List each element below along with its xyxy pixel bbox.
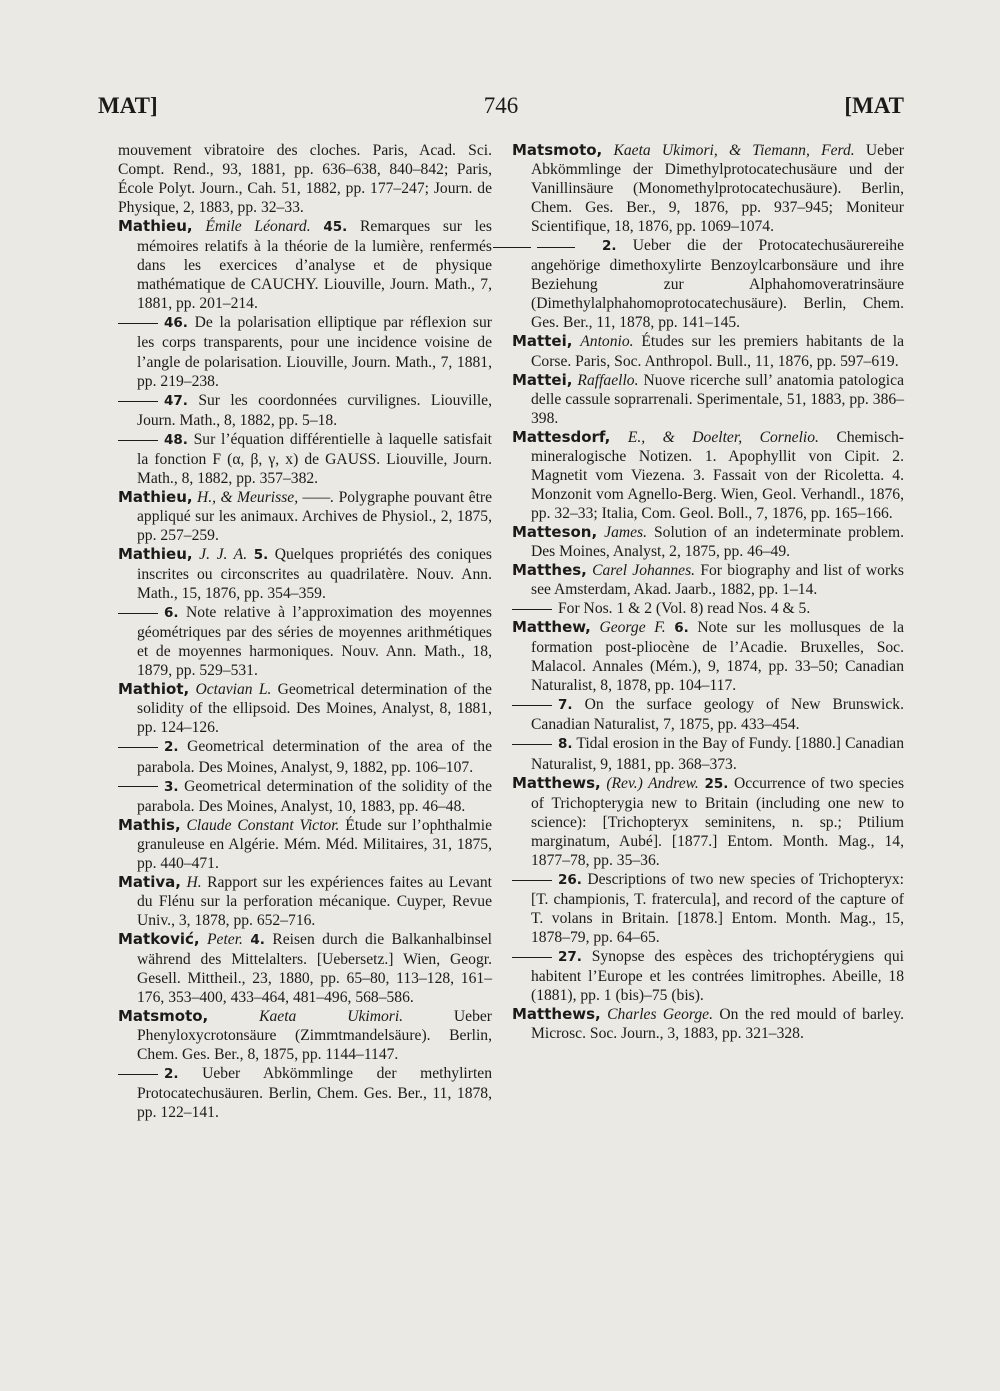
author-given-names: Peter. bbox=[207, 930, 243, 948]
entry-number: 3. bbox=[164, 778, 179, 795]
left-column bbox=[118, 141, 492, 1122]
author-given-names: Antonio. bbox=[580, 333, 634, 351]
ditto-dash bbox=[512, 880, 552, 881]
author-given-names: Kaeta Ukimori, & Tiemann, Ferd. bbox=[613, 142, 855, 159]
bibliography-entry bbox=[512, 332, 904, 370]
bibliography-entry bbox=[118, 217, 492, 313]
author-given-names: Charles George. bbox=[607, 1006, 713, 1024]
bibliography-entry bbox=[512, 1005, 904, 1043]
bibliography-entry bbox=[512, 947, 904, 1005]
bibliography-entry bbox=[118, 737, 492, 776]
author-given-names: Kaeta Ukimori. bbox=[259, 1008, 404, 1026]
ditto-dash bbox=[512, 957, 552, 958]
bibliography-entry bbox=[512, 870, 904, 947]
entry-text: Tidal erosion in the Bay of Fundy. [1880.] Canadian Naturalist, 9, 1881, pp. 368–373. bbox=[531, 735, 904, 773]
author-given-names: J. J. A. bbox=[199, 545, 248, 563]
bibliography-entry bbox=[118, 680, 492, 737]
entry-number: 6. bbox=[164, 605, 179, 622]
entry-text: Note sur les mollusques de la formation post-pliocène de l’Acadie. Bruxelles, Soc. Malacol. Annales (Mém.), 9, 1874, pp. 33–50; Canadian Naturalist, 8, 1878, pp. 104–117. bbox=[531, 619, 905, 695]
author-surname: Mathieu, bbox=[118, 217, 193, 236]
author-surname: Matsmoto, bbox=[118, 1007, 209, 1026]
bibliography-entry bbox=[512, 428, 904, 523]
bibliography-entry bbox=[118, 313, 492, 390]
page-header bbox=[98, 93, 904, 127]
entry-text: Chemisch-mineralogische Notizen. 1. Apophyllit von Cipit. 2. Magnetit vom Viezena. 3. Fassait von der Ricoletta. 4. Monzonit vom Agnello-Berg. Wien, Geol. Verhandl., 1876, pp. 32–33; Italia, Com. Geol. Boll., 7, 1876, pp. 165–166. bbox=[531, 428, 904, 522]
author-given-names: George F. bbox=[599, 619, 666, 637]
author-surname: Mathieu, bbox=[118, 487, 193, 506]
entry-text: Reisen durch die Balkanhalbinsel während des Mittelalters. [Uebersetz.] Wien, Geogr. Gesell. Mittheil., 23, 1880, pp. 65–80, 113–128, 161–176, 353–400, 433–464, 481–496, 568–586. bbox=[137, 930, 492, 1007]
bibliography-entry bbox=[512, 523, 904, 561]
entry-text: For biography and list of works see Amsterdam, Akad. Jaarb., 1882, pp. 1–14. bbox=[531, 562, 905, 599]
ditto-double-dash bbox=[512, 237, 596, 256]
ditto-dash bbox=[118, 323, 158, 324]
author-given-names: H. bbox=[186, 873, 202, 891]
entry-text: Geometrical determination of the area of the parabola. Des Moines, Analyst, 9, 1882, pp. 106–107. bbox=[137, 738, 493, 776]
entry-text: On the surface geology of New Brunswick. Canadian Naturalist, 7, 1875, pp. 433–454. bbox=[531, 696, 904, 734]
entry-text: Remarques sur les mémoires relatifs à la théorie de la lumière, renfermés dans les exercices d’analyse et de physique mathématique de CAUCHY. Liouville, Journ. Math., 7, 1881, pp. 201–214. bbox=[137, 218, 492, 313]
entry-number: 27. bbox=[558, 948, 582, 965]
ditto-dash bbox=[118, 401, 158, 402]
entry-text: De la polarisation elliptique par réflexion sur les corps transparents, pour une incidence voisine de l’angle de polarisation. Liouville, Journ. Math., 7, 1881, pp. 219–238. bbox=[137, 314, 492, 390]
entry-number: 7. bbox=[558, 697, 573, 714]
entry-number: 26. bbox=[558, 871, 582, 888]
author-surname: Mattesdorf, bbox=[512, 427, 611, 446]
entry-text: Études sur les premiers habitants de la Corse. Paris, Soc. Anthropol. Bull., 11, 1876, pp. 597–619. bbox=[531, 333, 905, 370]
bibliography-entry bbox=[118, 873, 492, 930]
author-surname: Matsmoto, bbox=[512, 141, 603, 159]
author-surname: Matteson, bbox=[512, 522, 598, 541]
entry-text: Ueber die der Protocatechusäurereihe angehörige dimethoxylirte Benzoylcarbonsäure und ihre Beziehung zur Alphahomoveratrinsäure (Dimethylalphahomoprotocatechusäure). Berlin, Chem. Ges. Ber., 11, 1878, pp. 141–145. bbox=[531, 237, 904, 332]
ditto-dash bbox=[118, 1074, 158, 1075]
author-given-names: Carel Johannes. bbox=[592, 562, 696, 580]
bibliography-entry bbox=[118, 430, 492, 488]
bibliography-entry bbox=[512, 618, 904, 695]
entry-text: Sur les coordonnées curvilignes. Liouville, Journ. Math., 8, 1882, pp. 5–18. bbox=[137, 391, 492, 429]
entry-number: 8. bbox=[558, 736, 573, 753]
author-surname: Mativa, bbox=[118, 872, 181, 891]
bibliography-entry bbox=[118, 603, 492, 680]
bibliography-entry bbox=[118, 1064, 492, 1122]
entry-text: mouvement vibratoire des cloches. Paris, Acad. Sci. Compt. Rend., 93, 1881, pp. 636–638, 840–842; Paris, École Polyt. Journ., Cah. 51, 1882, pp. 177–247; Journ. de Physique, 2, 1883, pp. 32–33. bbox=[118, 142, 492, 217]
entry-text: Rapport sur les expériences faites au Levant du Flénu sur la perforation mécanique. Cuyper, Revue Univ., 3, 1878, pp. 652–716. bbox=[137, 873, 492, 929]
author-surname: Matković, bbox=[118, 929, 200, 948]
entry-number: 4. bbox=[250, 931, 265, 948]
bibliography-entry bbox=[512, 599, 904, 618]
entry-text: On the red mould of barley. Microsc. Soc. Journ., 3, 1883, pp. 321–328. bbox=[531, 1006, 904, 1043]
page-number: 746 bbox=[483, 93, 519, 118]
author-given-names: Claude Constant Victor. bbox=[186, 816, 340, 834]
entry-text: Quelques propriétés des coniques inscrites ou circonscrites au quadrilatère. Nouv. Ann. Math., 15, 1876, pp. 354–359. bbox=[137, 545, 492, 603]
ditto-dash bbox=[512, 705, 552, 706]
author-given-names: Raffaello. bbox=[577, 371, 639, 389]
entry-number: 25. bbox=[704, 775, 729, 792]
bibliography-entry bbox=[118, 391, 492, 430]
ditto-dash bbox=[118, 786, 158, 787]
bibliography-entry bbox=[118, 930, 492, 1007]
entry-number: 2. bbox=[602, 238, 617, 255]
entry-text: Ueber Phenyloxycrotonsäure (Zimmtmandelsäure). Berlin, Chem. Ges. Ber., 8, 1875, pp. 1144–1147. bbox=[137, 1008, 492, 1064]
bibliography-entry bbox=[118, 1007, 492, 1064]
entry-number: 6. bbox=[674, 620, 689, 637]
entry-number: 5. bbox=[253, 546, 269, 563]
author-given-names: Octavian L. bbox=[195, 681, 272, 699]
entry-number: 47. bbox=[164, 392, 188, 409]
author-surname: Mattei, bbox=[512, 370, 573, 389]
entry-text: Polygraphe pouvant être appliqué sur les animaux. Archives de Physiol., 2, 1875, pp. 257–259. bbox=[137, 488, 493, 544]
running-head-right: [MAT bbox=[844, 93, 904, 118]
entry-text: For Nos. 1 & 2 (Vol. 8) read Nos. 4 & 5. bbox=[558, 600, 811, 618]
author-surname: Matthews, bbox=[512, 773, 601, 792]
entry-text: Ueber Abkömmlinge der methylirten Protocatechusäuren. Berlin, Chem. Ges. Ber., 11, 1878, pp. 122–141. bbox=[137, 1065, 492, 1122]
entry-text: Ueber Abkömmlinge der Dimethylprotocatechusäure und der Vanillinsäure (Monomethylprotocatechusäure). Berlin, Chem. Ges. Ber., 9, 1876, pp. 937–945; Moniteur Scientifique, 18, 1876, pp. 1069–1074. bbox=[531, 142, 904, 236]
bibliography-entry bbox=[118, 141, 492, 217]
entry-text: Geometrical determination of the solidity of the parabola. Des Moines, Analyst, 10, 1883, pp. 46–48. bbox=[137, 777, 492, 815]
entry-text: Geometrical determination of the solidity of the ellipsoid. Des Moines, Analyst, 8, 1881, pp. 124–126. bbox=[137, 681, 492, 737]
bibliography-entry bbox=[118, 488, 492, 545]
right-column bbox=[512, 141, 904, 1043]
entry-number: 45. bbox=[323, 219, 348, 236]
bibliography-entry bbox=[512, 695, 904, 734]
entry-text: Nuove ricerche sull’ anatomia patologica delle cassule soprarrenali. Sperimentale, 51, 1883, pp. 386–398. bbox=[531, 371, 904, 427]
entry-text: Descriptions of two new species of Trichopteryx: [T. championis, T. fratercula], and record of the capture of T. volans in Britain. [1878.] Entom. Month. Mag., 15, 1878–79, pp. 64–65. bbox=[531, 870, 905, 946]
ditto-dash bbox=[118, 613, 158, 614]
entry-text: Synopse des espèces des trichoptérygiens qui habitent l’Europe et les contrées limitrophes. Abeille, 18 (1881), pp. 1 (bis)–75 (bis). bbox=[531, 947, 904, 1005]
author-given-names: E., & Doelter, Cornelio. bbox=[627, 428, 819, 446]
ditto-dash bbox=[512, 609, 552, 610]
bibliography-entry bbox=[512, 141, 904, 236]
author-surname: Mathiot, bbox=[118, 680, 190, 699]
bibliography-entry bbox=[118, 777, 492, 816]
author-given-names: H., & Meurisse, ——. bbox=[197, 488, 335, 506]
running-head-left: MAT] bbox=[98, 93, 158, 118]
author-surname: Matthew, bbox=[512, 618, 591, 637]
author-surname: Mattei, bbox=[512, 332, 573, 351]
bibliography-entry bbox=[118, 816, 492, 873]
entry-number: 48. bbox=[164, 431, 188, 448]
entry-number: 2. bbox=[164, 1066, 179, 1083]
bibliography-entry bbox=[512, 774, 904, 870]
bibliography-entry bbox=[512, 561, 904, 599]
entry-text: Note relative à l’approximation des moyennes géométriques par des séries de moyennes arithmétiques et de moyennes harmoniques. Nouv. Ann. Math., 18, 1879, pp. 529–531. bbox=[137, 604, 492, 680]
bibliography-entry bbox=[512, 236, 904, 332]
author-given-names: (Rev.) Andrew. bbox=[606, 774, 699, 792]
entry-number: 46. bbox=[164, 315, 188, 332]
ditto-dash bbox=[118, 747, 158, 748]
bibliography-entry bbox=[512, 371, 904, 428]
bibliography-entry bbox=[512, 734, 904, 773]
entry-text: Étude sur l’ophthalmie granuleuse en Algérie. Mém. Méd. Militaires, 31, 1875, pp. 440–471. bbox=[137, 816, 492, 872]
ditto-dash bbox=[118, 440, 158, 441]
entry-text: Solution of an indeterminate problem. Des Moines, Analyst, 2, 1875, pp. 46–49. bbox=[531, 523, 904, 560]
bibliography-entry bbox=[118, 545, 492, 603]
author-given-names: Émile Léonard. bbox=[205, 218, 311, 236]
entry-text: Occurrence of two species of Trichopterygia new to Britain (including one new to science): [Trichopteryx seminitens, n. sp.; Ptilium marginatum, Aubé]. [1877.] Entom. Month. Mag., 14, 1877–78, pp. 35–36. bbox=[531, 774, 905, 869]
entry-text: Sur l’équation différentielle à laquelle satisfait la fonction F (α, β, γ, x) de GAUSS. Liouville, Journ. Math., 8, 1882, pp. 357–382. bbox=[137, 430, 492, 487]
author-surname: Matthews, bbox=[512, 1005, 601, 1024]
entry-number: 2. bbox=[164, 739, 179, 756]
author-given-names: James. bbox=[604, 523, 648, 541]
author-surname: Matthes, bbox=[512, 561, 587, 580]
author-surname: Mathis, bbox=[118, 815, 181, 834]
ditto-dash bbox=[512, 744, 552, 745]
author-surname: Mathieu, bbox=[118, 544, 193, 563]
